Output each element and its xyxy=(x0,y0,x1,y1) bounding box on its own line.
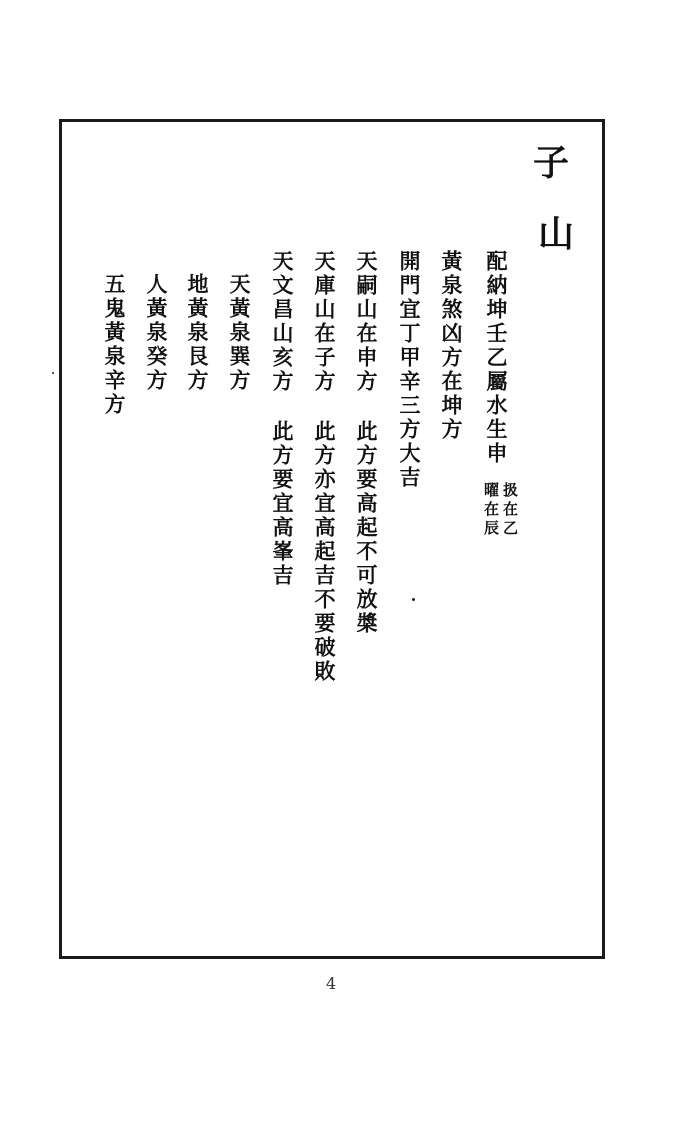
text-column-5-bottom: 此方亦宜高起吉不要破敗 xyxy=(312,420,337,684)
text-column-9: 人黃泉癸方 xyxy=(144,273,169,393)
text-column-3: 開門宜丁甲辛三方大吉 xyxy=(397,250,422,490)
title-char-shan: 山 xyxy=(538,213,575,255)
ink-speck xyxy=(52,372,54,374)
text-column-6-bottom: 此方要宜高峯吉 xyxy=(270,420,295,588)
text-column-1: 配納坤壬乙屬水生申 xyxy=(484,250,509,466)
text-column-10: 五鬼黃泉辛方 xyxy=(102,273,127,417)
title-char-zi: 子 xyxy=(533,142,570,184)
text-column-4-top: 天嗣山在申方 xyxy=(354,250,379,394)
ink-speck xyxy=(412,598,415,601)
text-column-6-top: 天文昌山亥方 xyxy=(270,250,295,394)
text-column-8: 地黃泉艮方 xyxy=(185,273,210,393)
text-column-2: 黃泉煞凶方在坤方 xyxy=(439,250,464,442)
annotation-right: 扱在乙 xyxy=(501,482,519,539)
text-column-4-bottom: 此方要高起不可放槳 xyxy=(354,420,379,636)
annotation-left: 曜在辰 xyxy=(482,482,500,539)
page-number: 4 xyxy=(326,974,337,993)
text-column-5-top: 天庫山在子方 xyxy=(312,250,337,394)
text-column-7: 天黃泉巽方 xyxy=(227,273,252,393)
